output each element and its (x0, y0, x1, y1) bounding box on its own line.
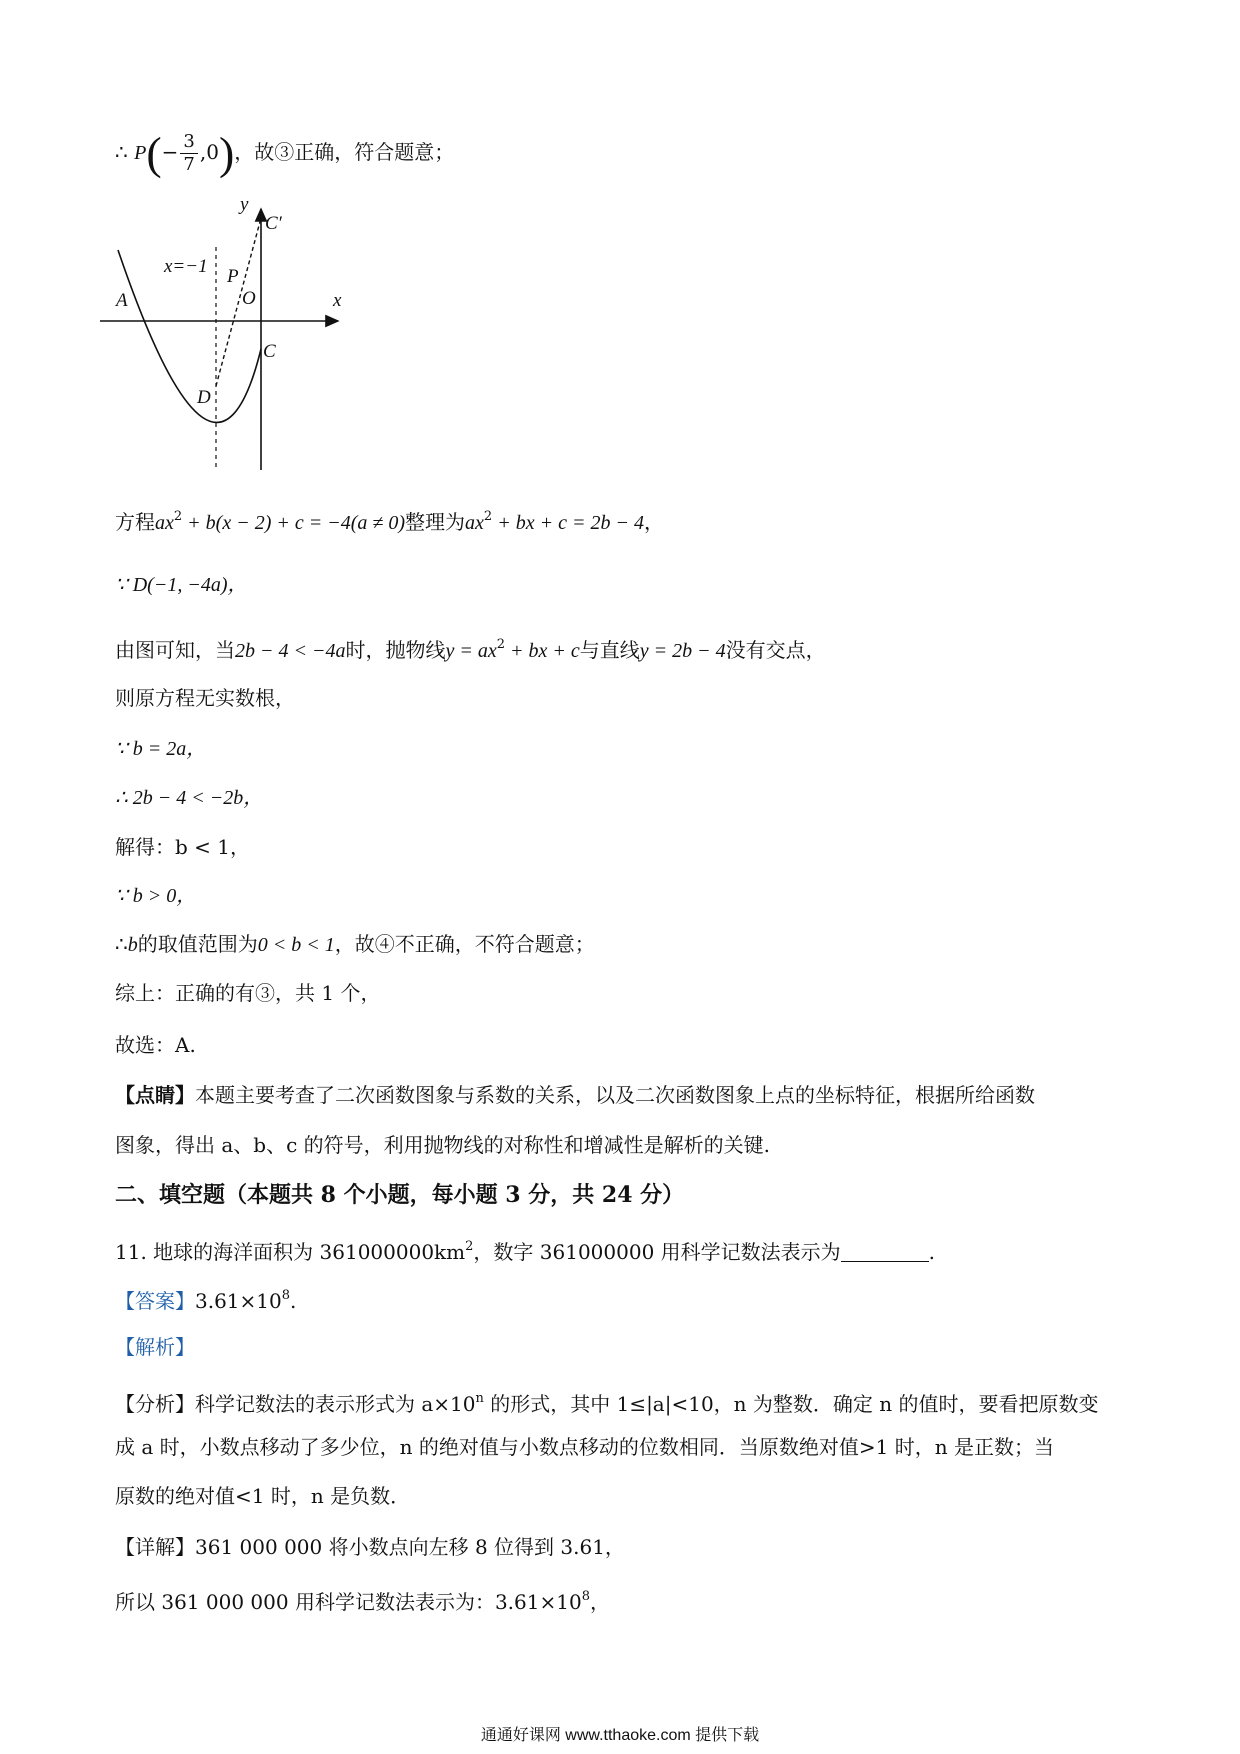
label-x-eq: x=−1 (164, 256, 208, 277)
analysis-line-3 (115, 1481, 410, 1511)
fraction (180, 131, 197, 176)
label-y: y (240, 194, 249, 215)
detail-line-2 (115, 1582, 610, 1617)
coords-tail: ,0 (199, 140, 219, 164)
math-expr: + bx + c = 2b − 4 (492, 512, 644, 534)
fraction-denominator: 7 (183, 154, 195, 175)
label-p: P (227, 266, 239, 287)
key-point-line-2 (115, 1130, 770, 1160)
math-expr: ax (465, 512, 484, 534)
analysis-tag: 【解析】 (115, 1335, 195, 1359)
page-footer: 通通好课网 www.tthaoke.com 提供下载 (480, 1727, 760, 1744)
label-x: x (333, 290, 342, 311)
text-segment: 时，抛物线 (345, 638, 446, 662)
parabola-figure (100, 194, 400, 475)
right-paren: ) (218, 127, 235, 179)
math-expr: ax (155, 512, 174, 534)
solution-line-1 (115, 502, 664, 538)
text-segment: ，故④不正确，不符合题意； (334, 932, 595, 956)
text-segment: 解得：b < 1， (115, 835, 250, 859)
math-expr: ∴ 2b − 4 < −2b， (115, 787, 264, 809)
answer-value: 3.61×10 (195, 1289, 282, 1313)
solution-line-2 (115, 569, 247, 600)
solution-line-4 (115, 683, 295, 713)
text-segment: 361 000 000 将小数点向左移 8 位得到 3.61， (195, 1535, 625, 1559)
solution-line-9 (115, 929, 595, 960)
text-segment: . (928, 1240, 936, 1264)
text-segment: 的取值范围为 (137, 932, 258, 956)
math-expr: ∵ D(−1, −4a)， (115, 574, 248, 596)
math-expr: b (127, 934, 138, 956)
math-expr: 2b − 4 < −4a (235, 640, 346, 662)
math-expr: ∵ b = 2a， (115, 738, 207, 760)
math-expr: + b(x − 2) + c = −4(a ≠ 0) (182, 512, 406, 534)
key-point-line-1 (115, 1080, 1035, 1110)
key-point-tag: 【点睛】 (115, 1083, 195, 1107)
solution-line-3 (115, 630, 826, 666)
text-segment: 成 a 时，小数点移动了多少位，n 的绝对值与小数点移动的位数相同．当原数绝对值>1 时，n 是正数；当 (115, 1435, 1054, 1459)
analysis-line-2 (115, 1432, 1054, 1462)
math-expr: 0 < b < 1 (257, 934, 335, 956)
analysis-subtag: 【分析】 (115, 1392, 195, 1416)
text-segment: 则原方程无实数根， (115, 686, 295, 710)
section-2-heading (115, 1180, 684, 1210)
superscript: 2 (483, 509, 493, 524)
text-segment: . (290, 1289, 297, 1313)
answer-line (115, 1281, 296, 1316)
text-segment: 由图可知，当 (115, 638, 235, 662)
text-segment: ， (589, 1590, 610, 1614)
text-segment: 故选：A. (115, 1033, 196, 1057)
text-segment: 所以 361 000 000 用科学记数法表示为：3.61×10 (115, 1590, 582, 1614)
detail-tag: 【详解】 (115, 1535, 195, 1559)
text-segment: 整理为 (405, 510, 466, 534)
math-expr: + bx + c (505, 640, 580, 662)
label-a: A (116, 290, 128, 311)
math-expr: ∵ b > 0， (115, 885, 197, 907)
label-c: C (263, 341, 276, 362)
analysis-heading (115, 1332, 195, 1362)
label-o: O (242, 288, 256, 309)
superscript: 2 (173, 509, 183, 524)
superscript: 8 (581, 1589, 590, 1604)
math-expr: y = 2b − 4 (639, 640, 726, 662)
section-title: 二、填空题（本题共 8 个小题，每小题 3 分，共 24 分） (115, 1182, 685, 1208)
superscript: 2 (465, 1239, 474, 1254)
solution-line-6 (115, 782, 263, 813)
text-segment: 与直线 (579, 638, 640, 662)
text-segment: ∴ (115, 932, 128, 956)
solution-line-5 (115, 733, 206, 764)
text-segment: 综上：正确的有③，共 1 个， (115, 981, 381, 1005)
text-segment: 没有交点， (725, 638, 826, 662)
text-segment: ， (643, 510, 664, 534)
solution-line-11 (115, 1030, 196, 1060)
solution-line-8 (115, 880, 196, 911)
minus-sign: − (161, 140, 179, 164)
text-segment: 方程 (115, 510, 155, 534)
superscript: n (475, 1391, 484, 1406)
p-coordinate-conclusion (115, 122, 454, 184)
question-11 (115, 1232, 935, 1267)
text-segment: 科学记数法的表示形式为 a×10 (195, 1392, 476, 1416)
answer-tag: 【答案】 (115, 1289, 195, 1313)
superscript: 8 (281, 1288, 291, 1303)
text-segment: 本题主要考查了二次函数图象与系数的关系，以及二次函数图象上点的坐标特征，根据所给函数 (195, 1083, 1035, 1107)
solution-line-10 (115, 978, 380, 1008)
point-p-label: P (134, 142, 147, 164)
text-segment: 原数的绝对值<1 时，n 是负数． (115, 1484, 411, 1508)
text-segment: 11. 地球的海洋面积为 361000000km (115, 1240, 466, 1264)
detail-line-1 (115, 1532, 625, 1562)
superscript: 2 (496, 637, 506, 652)
analysis-line-1 (115, 1384, 1099, 1419)
label-d: D (197, 387, 211, 408)
text-segment: 的形式，其中 1≤|a|<10，n 为整数．确定 n 的值时，要看把原数变 (483, 1392, 1099, 1416)
text-segment: ，数字 361000000 用科学记数法表示为 (473, 1240, 841, 1264)
answer-blank (841, 1241, 929, 1262)
conclusion-text: ，故③正确，符合题意； (234, 140, 455, 164)
therefore-symbol: ∴ (115, 140, 128, 164)
text-segment: 图象，得出 a、b、c 的符号，利用抛物线的对称性和增减性是解析的关键. (115, 1133, 770, 1157)
left-paren: ( (146, 127, 162, 179)
label-c-prime: C′ (265, 213, 282, 234)
math-expr: y = ax (445, 640, 497, 662)
solution-line-7 (115, 832, 250, 862)
fraction-numerator: 3 (180, 131, 197, 154)
